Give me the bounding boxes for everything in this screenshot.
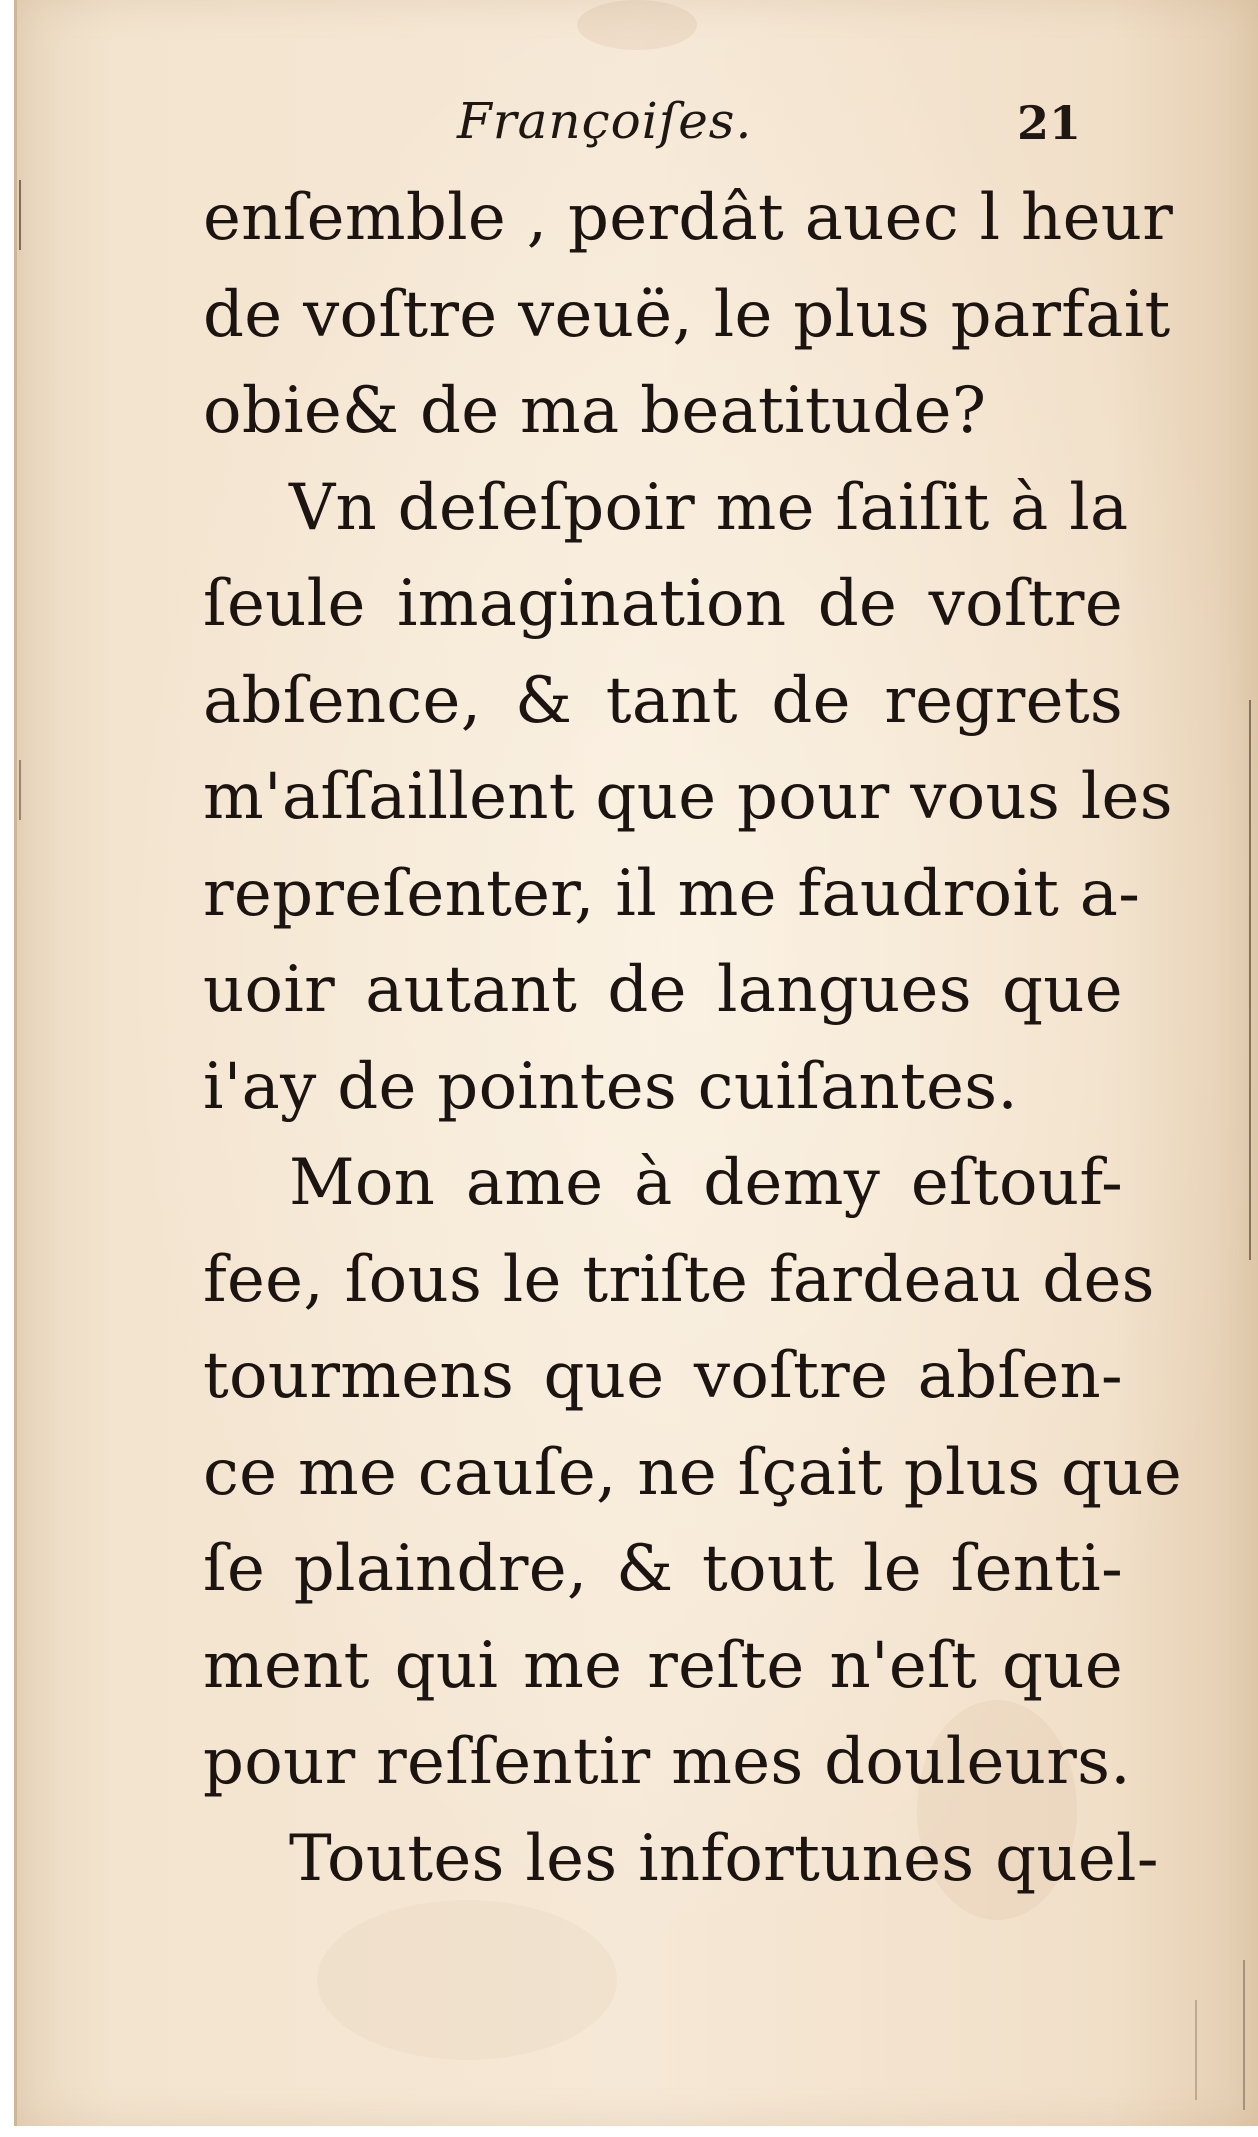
page-number: 21 [1017, 96, 1082, 150]
text-line: obie& de ma beatitude? [203, 374, 987, 448]
text-line: Vn deſeſpoir me ſaiſit à la [289, 470, 1129, 545]
text-line: ce me cauſe, ne ſçait plus que [203, 1435, 1182, 1510]
running-head [17, 92, 1258, 162]
page-edge-mark [1195, 2000, 1197, 2100]
text-line: abſence, & tant de regrets [203, 663, 1123, 738]
text-line: Toutes les infortunes quel- [289, 1821, 1159, 1896]
text-line: uoir autant de langues que [203, 953, 1123, 1027]
text-line: i'ay de pointes cuiſantes. [203, 1049, 1019, 1124]
text-line: pour reſſentir mes douleurs. [203, 1725, 1131, 1799]
text-line: repreſenter, il me faudroit a- [203, 856, 1141, 931]
text-line: Mon ame à demy eſtouf- [289, 1146, 1123, 1220]
page-edge-mark [19, 760, 21, 820]
page-edge-mark [1243, 1960, 1245, 2110]
text-line: tourmens que voſtre abſen- [203, 1339, 1123, 1413]
text-line: ment qui me reſte n'eſt que [203, 1628, 1123, 1703]
text-line: m'aſſaillent que pour vous les [203, 760, 1173, 834]
page-edge-mark [19, 180, 21, 250]
book-page [14, 0, 1258, 2126]
text-line: de voſtre veuë, le plus parfait [203, 277, 1171, 352]
running-head-title: Françoiſes. [457, 92, 753, 150]
paper-stain [577, 0, 697, 50]
body-text [203, 170, 1182, 1907]
paper-stain [317, 1900, 617, 2060]
text-line: ſe plaindre, & tout le ſenti- [203, 1532, 1123, 1606]
text-line: enſemble , perdât auec l heur [203, 181, 1174, 255]
text-line: fee, ſous le triſte fardeau des [203, 1242, 1155, 1317]
text-line: ſeule imagination de voſtre [203, 567, 1123, 641]
page-edge-mark [1249, 700, 1251, 1260]
